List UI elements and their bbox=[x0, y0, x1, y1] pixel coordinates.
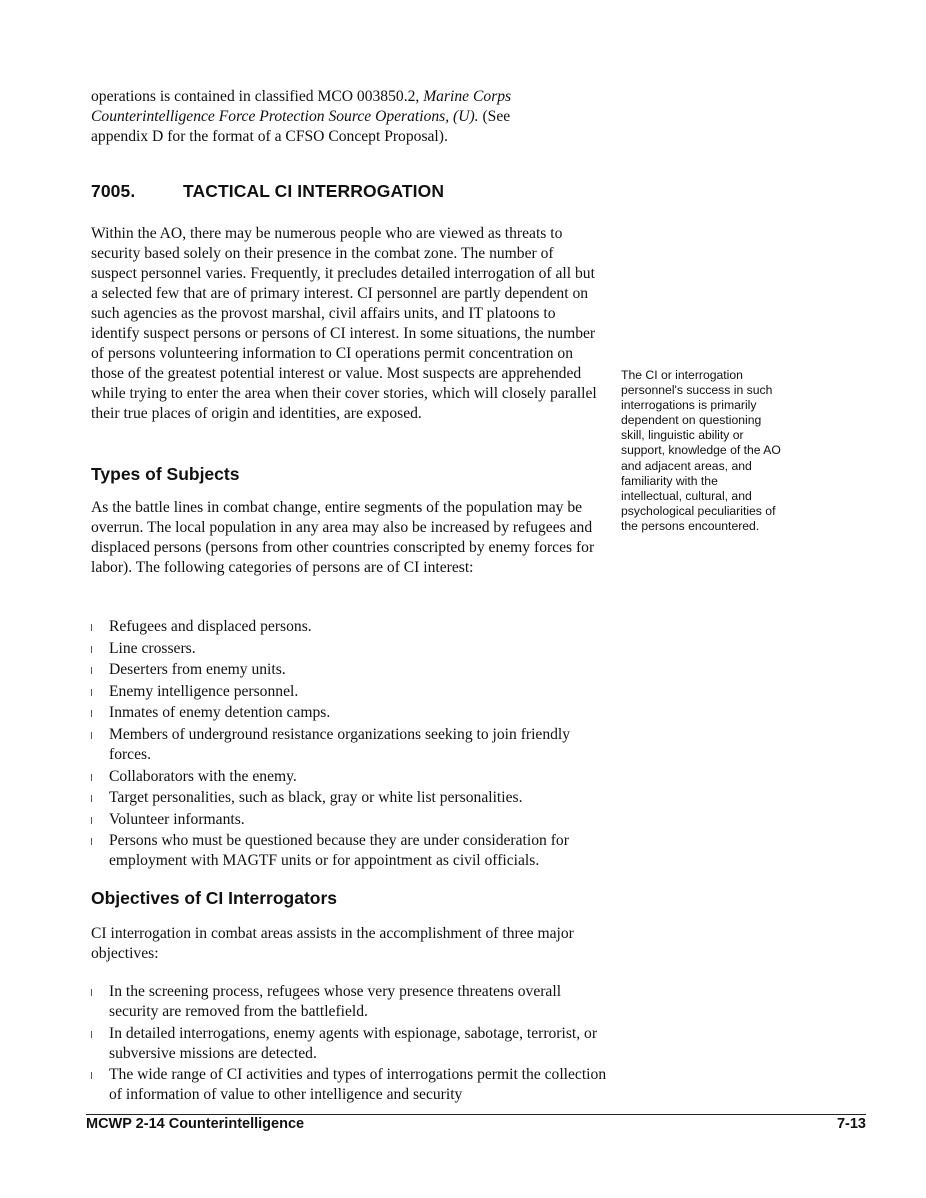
list-item-text: The wide range of CI activities and types of interrogations permit the collection of information of value to other intelligence and security bbox=[109, 1066, 607, 1104]
section-number: 7005. bbox=[91, 181, 136, 201]
list-item bbox=[91, 1065, 611, 1105]
section-heading bbox=[91, 181, 444, 202]
bullet-icon bbox=[91, 989, 92, 996]
list-item-text: Deserters from enemy units. bbox=[109, 661, 286, 679]
list-item bbox=[91, 639, 611, 659]
bullet-icon bbox=[91, 732, 92, 739]
list-item-text: Line crossers. bbox=[109, 639, 196, 657]
types-of-subjects-paragraph: As the battle lines in combat change, entire segments of the population may be overrun. The local population in any area may also be increased by refugees and displaced persons (persons from other countries conscripted by enemy forces for labor). The following categories of persons are of CI interest: bbox=[91, 499, 595, 576]
intro-text-end: (See appendix D for the format of a CFSO Concept Proposal). bbox=[91, 108, 511, 145]
bullet-icon bbox=[91, 774, 92, 781]
footer-publication: MCWP 2-14 Counterintelligence bbox=[86, 1116, 305, 1132]
list-item-text: Members of underground resistance organizations seeking to join friendly forces. bbox=[109, 725, 571, 763]
bullet-icon bbox=[91, 646, 92, 653]
intro-paragraph bbox=[91, 87, 561, 147]
bullet-icon bbox=[91, 795, 92, 802]
list-item-text: Target personalities, such as black, gray or white list personalities. bbox=[109, 789, 523, 807]
list-item bbox=[91, 660, 611, 680]
list-item-text: Volunteer informants. bbox=[109, 810, 245, 828]
list-item bbox=[91, 767, 611, 787]
intro-italic-title: Marine Corps Counterintelligence Force Protection Source Operations, (U). bbox=[91, 88, 512, 125]
bullet-icon bbox=[91, 710, 92, 717]
list-item-text: Enemy intelligence personnel. bbox=[109, 682, 299, 700]
list-item bbox=[91, 617, 611, 637]
footer-divider bbox=[86, 1114, 866, 1115]
categories-list bbox=[91, 617, 611, 873]
list-item bbox=[91, 682, 611, 702]
objectives-paragraph: CI interrogation in combat areas assists in the accomplishment of three major objectives: bbox=[91, 925, 574, 962]
objectives-heading: Objectives of CI Interrogators bbox=[91, 888, 338, 908]
list-item-text: Inmates of enemy detention camps. bbox=[109, 704, 331, 722]
list-item bbox=[91, 831, 611, 871]
intro-text-start: operations is contained in classified MCO 003850.2, bbox=[91, 88, 424, 105]
bullet-icon bbox=[91, 624, 92, 631]
list-item bbox=[91, 703, 611, 723]
list-item-text: In detailed interrogations, enemy agents with espionage, sabotage, terrorist, or subversive missions are detected. bbox=[109, 1024, 598, 1062]
bullet-icon bbox=[91, 1031, 92, 1038]
list-item-text: Persons who must be questioned because they are under consideration for employment with MAGTF units or for appointment as civil officials. bbox=[109, 832, 569, 870]
footer-page-number: 7-13 bbox=[836, 1116, 866, 1132]
section-title: TACTICAL CI INTERROGATION bbox=[183, 181, 445, 201]
list-item bbox=[91, 788, 611, 808]
list-item-text: Refugees and displaced persons. bbox=[109, 618, 312, 635]
bullet-icon bbox=[91, 817, 92, 824]
bullet-icon bbox=[91, 667, 92, 674]
bullet-icon bbox=[91, 838, 92, 845]
types-of-subjects-heading: Types of Subjects bbox=[91, 464, 240, 484]
bullet-icon bbox=[91, 1072, 92, 1079]
list-item bbox=[91, 982, 611, 1022]
list-item bbox=[91, 810, 611, 830]
objectives-list bbox=[91, 982, 611, 1107]
list-item bbox=[91, 725, 611, 765]
section-paragraph: Within the AO, there may be numerous people who are viewed as threats to security based solely on their presence in the combat zone. The number of suspect personnel varies. Frequently, it precludes detailed interrogation of all but a selected few that are of primary interest. CI personnel are partly dependent on such agencies as the provost marshal, civil affairs units, and IT platoons to identify suspect persons or persons of CI interest. In some situations, the number of persons volunteering information to CI operations permit concentration on those of the greatest potential interest or value. Most suspects are apprehended while trying to enter the area when their cover stories, which will closely parallel their true places of origin and identities, are exposed. bbox=[91, 225, 597, 422]
list-item-text: In the screening process, refugees whose very presence threatens overall security are removed from the battlefield. bbox=[109, 983, 562, 1020]
sidebar-note: The CI or interrogation personnel's success in such interrogations is primarily dependent on questioning skill, linguistic ability or support, knowledge of the AO and adjacent areas, and familiarity with the intellectual, cultural, and psychological peculiarities of the persons encountered. bbox=[621, 368, 781, 533]
list-item-text: Collaborators with the enemy. bbox=[109, 767, 297, 785]
bullet-icon bbox=[91, 689, 92, 696]
list-item bbox=[91, 1024, 611, 1064]
